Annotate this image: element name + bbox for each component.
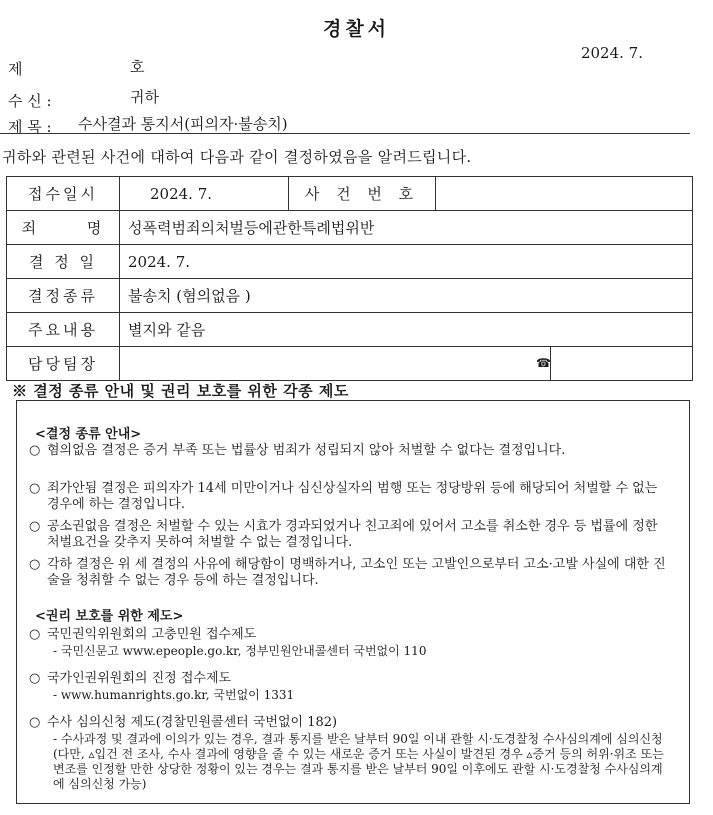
content-label: 주요내용 (7, 313, 120, 347)
bullet-icon: ○ (29, 671, 41, 686)
table-row (7, 245, 693, 279)
decision-date-label: 결 정 일 (7, 245, 120, 279)
decision-type-label: 결정종류 (7, 279, 120, 313)
guide-box: <결정 종류 안내> ○ 혐의없음 결정은 증거 부족 또는 법률상 범죄가 성립되지 않아 처벌할 수 없다는 결정입니다. ○ 죄가안됨 결정은 피의자가 14세 미만이거나 심신상실자의 범행 또는 정당방위 등에 해당되어 처벌할 수 없는 경우에 하는 결정입니다. ○ 공소권없음 결정은 처벌할 수 있는 시효가 경과되었거나 친고죄에 있어서 고소를 취소한 경우 등 법률에 정한 처벌요건을 갖추지 못하여 처벌할 수 없는 결정입니다. ○ 각하 결정은 위 세 결정의 사유에 해당함이 명백하거나, 고소인 또는 고발인으로부터 고소·고발 사실에 대한 진술을 청취할 수 없는 경우 등에 하는 결정입니다. <권리 보호를 위한 제도> ○ 국민권익위원회의 고충민원 접수제도 - 국민신문고 www.epeople.go.kr, 정부민원안내콜센터 국번없이 110 ○ 국가인권위원회의 진정 접수제도 - www.humanrights.go.kr, 국번없이 1331 ○ 수사 심의신청 제도(경찰민원콜센터 국번없이 182) - 수사과정 및 결과에 이의가 있는 경우, 결과 통지를 받은 날부터 90일 이내 관할 시·도경찰청 수사심의계에 심의신청 (다만, ▵입건 전 조사, 수사 결과에 영향을 줄 수 있는 새로운 증거 또는 사실이 발견된 경우 ▵증거 등의 허위·위조 또는 변조를 인정할 만한 상당한 정황이 있는 경우는 결과 통지를 받은 날부터 90일 이후에도 관할 시·도경찰청 수사심의계에 심의신청 가능) (16, 400, 690, 804)
bullet-icon: ○ (29, 481, 41, 496)
table-row (7, 347, 693, 381)
document-title: 경찰서 (322, 18, 391, 40)
section-title: ※ 결정 종류 안내 및 권리 보호를 위한 각종 제도 (12, 382, 349, 400)
bullet-icon: ○ (29, 627, 41, 642)
bullet-icon: ○ (29, 443, 41, 458)
recipient-label: 수 신 : (8, 92, 52, 110)
decision-date-value: 2024. 7. (120, 245, 693, 279)
charge-label: 죄 명 (7, 211, 120, 245)
team-leader-value (120, 347, 693, 381)
team-leader-label: 담당팀장 (7, 347, 120, 381)
case-number-label: 사 건 번 호 (289, 177, 436, 211)
doc-number-label: 제 (8, 60, 23, 78)
charge-value: 성폭력범죄의처벌등에관한특례법위반 (120, 211, 693, 245)
received-label: 접수일시 (7, 177, 120, 211)
received-value: 2024. 7. (120, 177, 289, 211)
rights-heading: <권리 보호를 위한 제도> (35, 609, 184, 624)
table-row (7, 177, 693, 211)
subject-underline (0, 133, 690, 134)
decision-type-value: 불송치 (혐의없음 ) (120, 279, 693, 313)
document-date: 2024. 7. (580, 44, 643, 62)
bullet-icon: ○ (29, 557, 41, 572)
case-info-table (6, 176, 693, 381)
bullet-icon: ○ (29, 519, 41, 534)
table-row (7, 313, 693, 347)
table-row (7, 279, 693, 313)
subject-label: 제 목 : (8, 118, 52, 136)
phone-divider (550, 347, 551, 380)
decision-guide-heading: <결정 종류 안내> (35, 427, 142, 442)
intro-text: 귀하와 관련된 사건에 대하여 다음과 같이 결정하였음을 알려드립니다. (2, 148, 472, 166)
subject-value: 수사결과 통지서(피의자·불송치) (78, 115, 288, 133)
recipient-value: 귀하 (130, 88, 159, 106)
case-number-value (436, 177, 693, 211)
content-value: 별지와 같음 (120, 313, 693, 347)
phone-icon: ☎ (536, 356, 551, 370)
bullet-icon: ○ (29, 715, 41, 730)
table-row (7, 211, 693, 245)
doc-number-suffix: 호 (130, 58, 145, 76)
